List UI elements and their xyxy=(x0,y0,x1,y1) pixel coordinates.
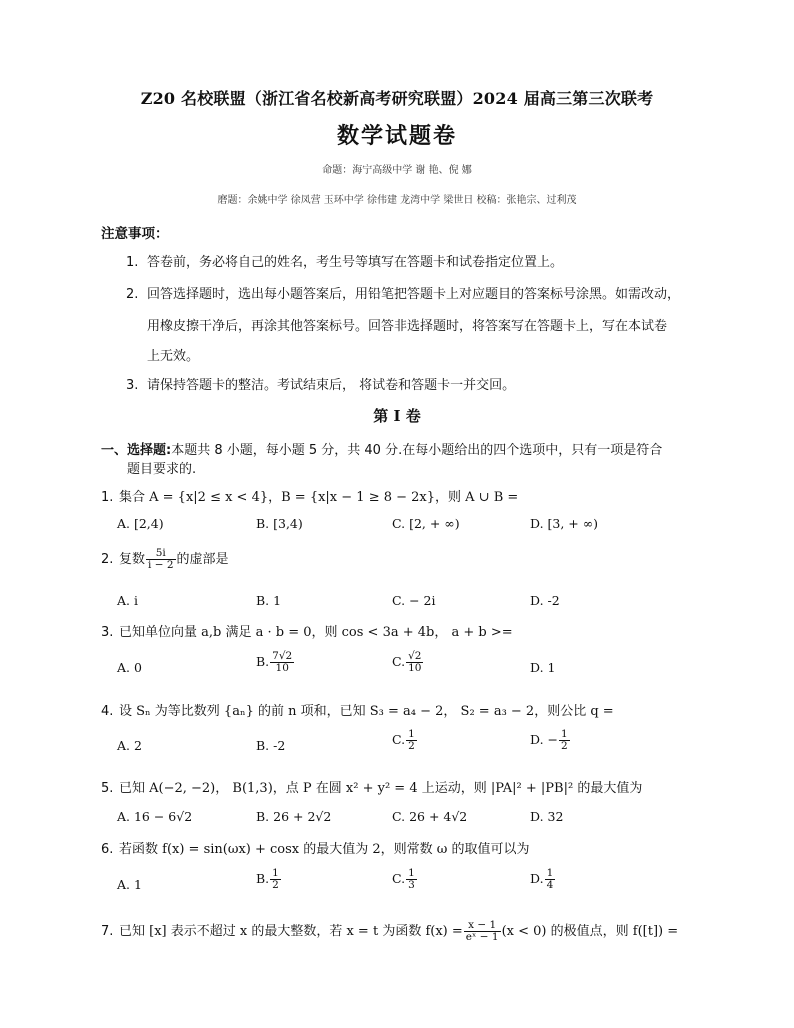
option-label: C. xyxy=(392,732,406,748)
q6-option-c xyxy=(392,868,418,891)
fraction xyxy=(406,651,423,674)
numerator: 1 xyxy=(546,867,554,879)
fraction xyxy=(270,868,281,891)
q4-option-c xyxy=(392,729,418,752)
option-label: B. xyxy=(256,654,270,670)
question-text: 集合 A = {x|2 ≤ x < 4}，B = {x|x − 1 ≥ 8 − 2x}，则 A ∪ B = xyxy=(119,490,519,505)
question-text: 设 Sₙ 为等比数列 {aₙ} 的前 n 项和，已知 S₃ = a₄ − 2， S₂ = a₃ − 2，则公比 q = xyxy=(119,704,614,719)
fraction xyxy=(270,651,294,674)
denominator: 2 xyxy=(561,740,568,753)
note-item-2-cont-1: 用橡皮擦干净后，再涂其他答案标号。回答非选择题时，将答案写在答题卡上，写在本试卷 xyxy=(147,319,668,334)
numerator: 1 xyxy=(272,867,279,879)
note-number: 2. xyxy=(126,287,139,302)
part-description-cont: 题目要求的. xyxy=(127,462,197,477)
denominator: i − 2 xyxy=(148,559,174,572)
q2-option-a: A. i xyxy=(117,593,138,608)
part-label: 一、选择题: xyxy=(101,443,172,458)
note-number: 3. xyxy=(126,378,139,393)
question-7 xyxy=(101,920,678,943)
part-description: 本题共 8 小题，每小题 5 分，共 40 分.在每小题给出的四个选项中，只有一项是符合 xyxy=(171,443,663,458)
q5-option-c: C. 26 + 4√2 xyxy=(392,809,468,824)
note-item-2 xyxy=(126,283,680,302)
note-item-3 xyxy=(126,374,515,393)
q2-option-d: D. -2 xyxy=(530,593,560,608)
option-label: D. − xyxy=(530,732,558,748)
exam-title: Z20 名校联盟（浙江省名校新高考研究联盟）2024 届高三第三次联考 xyxy=(140,89,654,108)
denominator: 10 xyxy=(408,662,422,675)
part-heading xyxy=(101,439,662,458)
denominator: eˣ − 1 xyxy=(465,931,499,944)
q6-option-b xyxy=(256,868,282,891)
q6-option-d xyxy=(530,868,556,891)
option-label: C. xyxy=(392,871,406,887)
note-text: 请保持答题卡的整洁。考试结束后， 将试卷和答题卡一并交回。 xyxy=(147,378,516,393)
numerator: 1 xyxy=(561,728,568,740)
question-4 xyxy=(101,700,614,719)
denominator: 10 xyxy=(275,662,289,675)
section-title: 第 I 卷 xyxy=(373,407,421,425)
q6-option-a: A. 1 xyxy=(117,877,142,892)
question-number: 6. xyxy=(101,842,114,857)
question-number: 4. xyxy=(101,704,114,719)
q5-option-b: B. 26 + 2√2 xyxy=(256,809,332,824)
fraction xyxy=(559,729,570,752)
question-number: 1. xyxy=(101,490,114,505)
numerator: 5i xyxy=(146,548,176,560)
notes-heading: 注意事项： xyxy=(101,226,169,242)
question-1 xyxy=(101,486,518,505)
q5-option-d: D. 32 xyxy=(530,809,564,824)
q1-option-d: D. [3, + ∞) xyxy=(530,516,599,531)
fraction xyxy=(406,868,417,891)
question-6 xyxy=(101,838,530,857)
note-item-1 xyxy=(126,251,563,270)
fraction xyxy=(464,920,501,943)
question-5 xyxy=(101,777,642,796)
numerator: 1 xyxy=(408,867,415,879)
numerator: 1 xyxy=(408,728,415,740)
question-number: 7. xyxy=(101,924,114,940)
q2-option-b: B. 1 xyxy=(256,593,282,608)
q4-option-d xyxy=(530,729,571,752)
note-text: 回答选择题时，选出每小题答案后，用铅笔把答题卡上对应题目的答案标号涂黑。如需改动， xyxy=(147,287,681,302)
question-text-post: 的虚部是 xyxy=(176,552,229,568)
q4-option-b: B. -2 xyxy=(256,738,286,753)
exam-subtitle: 数学试题卷 xyxy=(336,123,457,149)
fraction xyxy=(545,868,556,891)
note-number: 1. xyxy=(126,255,139,270)
q2-option-c: C. − 2i xyxy=(392,593,436,608)
question-3 xyxy=(101,621,513,640)
denominator: 3 xyxy=(408,879,415,892)
q1-option-a: A. [2,4) xyxy=(117,516,164,531)
q3-option-d: D. 1 xyxy=(530,660,556,675)
credits-line-2: 磨题：余姚中学 徐凤营 玉环中学 徐伟建 龙湾中学 梁世日 校稿：张艳宗、过利茂 xyxy=(217,195,577,206)
option-label: B. xyxy=(256,871,270,887)
option-label: D. xyxy=(530,871,544,887)
denominator: 2 xyxy=(408,740,415,753)
q3-option-b xyxy=(256,651,295,674)
denominator: 2 xyxy=(272,879,279,892)
question-number: 2. xyxy=(101,552,114,568)
question-text-pre: 已知 [x] 表示不超过 x 的最大整数，若 x = t 为函数 f(x) = xyxy=(119,924,463,940)
numerator: x − 1 xyxy=(464,920,501,932)
credits-line-1: 命题：海宁高级中学 谢 艳、倪 娜 xyxy=(322,165,472,176)
note-text: 答卷前，务必将自己的姓名，考生号等填写在答题卡和试卷指定位置上。 xyxy=(147,255,564,270)
question-number: 5. xyxy=(101,781,114,796)
denominator: 4 xyxy=(546,879,554,892)
question-text-post: (x < 0) 的极值点，则 f([t]) = xyxy=(501,924,679,940)
fraction xyxy=(406,729,417,752)
question-2 xyxy=(101,548,229,571)
note-item-2-cont-2: 上无效。 xyxy=(147,349,200,364)
q3-option-a: A. 0 xyxy=(117,660,142,675)
question-text-pre: 复数 xyxy=(119,552,146,568)
q1-option-c: C. [2, + ∞) xyxy=(392,516,460,531)
numerator: √2 xyxy=(408,650,422,662)
fraction xyxy=(146,548,176,571)
question-text: 已知单位向量 a,b 满足 a · b = 0，则 cos < 3a + 4b， a + b >= xyxy=(119,625,513,640)
q3-option-c xyxy=(392,651,424,674)
q1-option-b: B. [3,4) xyxy=(256,516,303,531)
question-text: 若函数 f(x) = sin(ωx) + cosx 的最大值为 2，则常数 ω 的取值可以为 xyxy=(119,842,530,857)
option-label: C. xyxy=(392,654,406,670)
q4-option-a: A. 2 xyxy=(117,738,142,753)
question-text: 已知 A(−2, −2)， B(1,3)，点 P 在圆 x² + y² = 4 上运动，则 |PA|² + |PB|² 的最大值为 xyxy=(119,781,643,796)
q5-option-a: A. 16 − 6√2 xyxy=(117,809,193,824)
numerator: 7√2 xyxy=(272,650,293,662)
question-number: 3. xyxy=(101,625,114,640)
